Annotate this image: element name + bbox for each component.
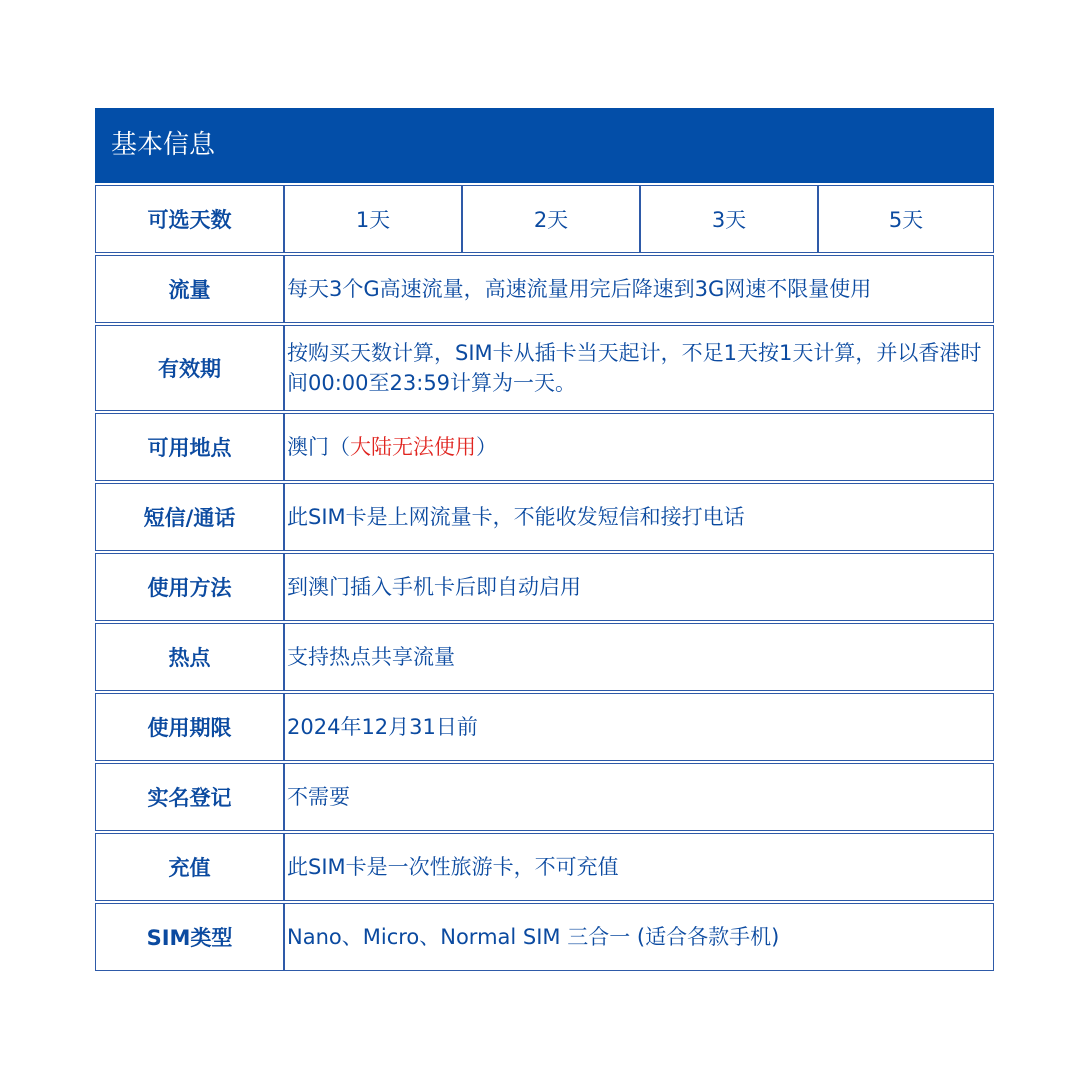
section-header [95, 108, 994, 183]
deadline-value: 2024年12月31日前 [284, 693, 994, 761]
section-title: 基本信息 [111, 130, 216, 160]
sms-label: 短信/通话 [95, 483, 284, 551]
basic-info-table [95, 183, 994, 973]
simtype-label: SIM类型 [95, 903, 284, 971]
location-value [284, 413, 994, 481]
table-row-traffic [95, 255, 994, 323]
table-row-validity [95, 325, 994, 411]
realname-value: 不需要 [284, 763, 994, 831]
day-option-3[interactable]: 3天 [640, 185, 818, 253]
recharge-label: 充值 [95, 833, 284, 901]
hotspot-value: 支持热点共享流量 [284, 623, 994, 691]
recharge-value: 此SIM卡是一次性旅游卡，不可充值 [284, 833, 994, 901]
usage-value: 到澳门插入手机卡后即自动启用 [284, 553, 994, 621]
validity-value: 按购买天数计算，SIM卡从插卡当天起计，不足1天按1天计算，并以香港时间00:00至23:59计算为一天。 [284, 325, 994, 411]
validity-label: 有效期 [95, 325, 284, 411]
location-end-text: ） [476, 435, 497, 459]
sms-value: 此SIM卡是上网流量卡，不能收发短信和接打电话 [284, 483, 994, 551]
day-option-2[interactable]: 2天 [462, 185, 640, 253]
table-row-days [95, 185, 994, 253]
location-main-text: 澳门（ [287, 435, 350, 459]
traffic-value: 每天3个G高速流量，高速流量用完后降速到3G网速不限量使用 [284, 255, 994, 323]
table-row-realname [95, 763, 994, 831]
basic-info-card [95, 108, 994, 973]
table-row-hotspot [95, 623, 994, 691]
table-row-usage [95, 553, 994, 621]
table-row-sms [95, 483, 994, 551]
table-row-simtype [95, 903, 994, 971]
days-label: 可选天数 [95, 185, 284, 253]
day-option-1[interactable]: 1天 [284, 185, 462, 253]
usage-label: 使用方法 [95, 553, 284, 621]
table-row-recharge [95, 833, 994, 901]
table-row-deadline [95, 693, 994, 761]
traffic-label: 流量 [95, 255, 284, 323]
realname-label: 实名登记 [95, 763, 284, 831]
table-row-location [95, 413, 994, 481]
day-option-5[interactable]: 5天 [818, 185, 994, 253]
location-warning-text: 大陆无法使用 [350, 435, 476, 459]
hotspot-label: 热点 [95, 623, 284, 691]
deadline-label: 使用期限 [95, 693, 284, 761]
simtype-value: Nano、Micro、Normal SIM 三合一 (适合各款手机) [284, 903, 994, 971]
location-label: 可用地点 [95, 413, 284, 481]
